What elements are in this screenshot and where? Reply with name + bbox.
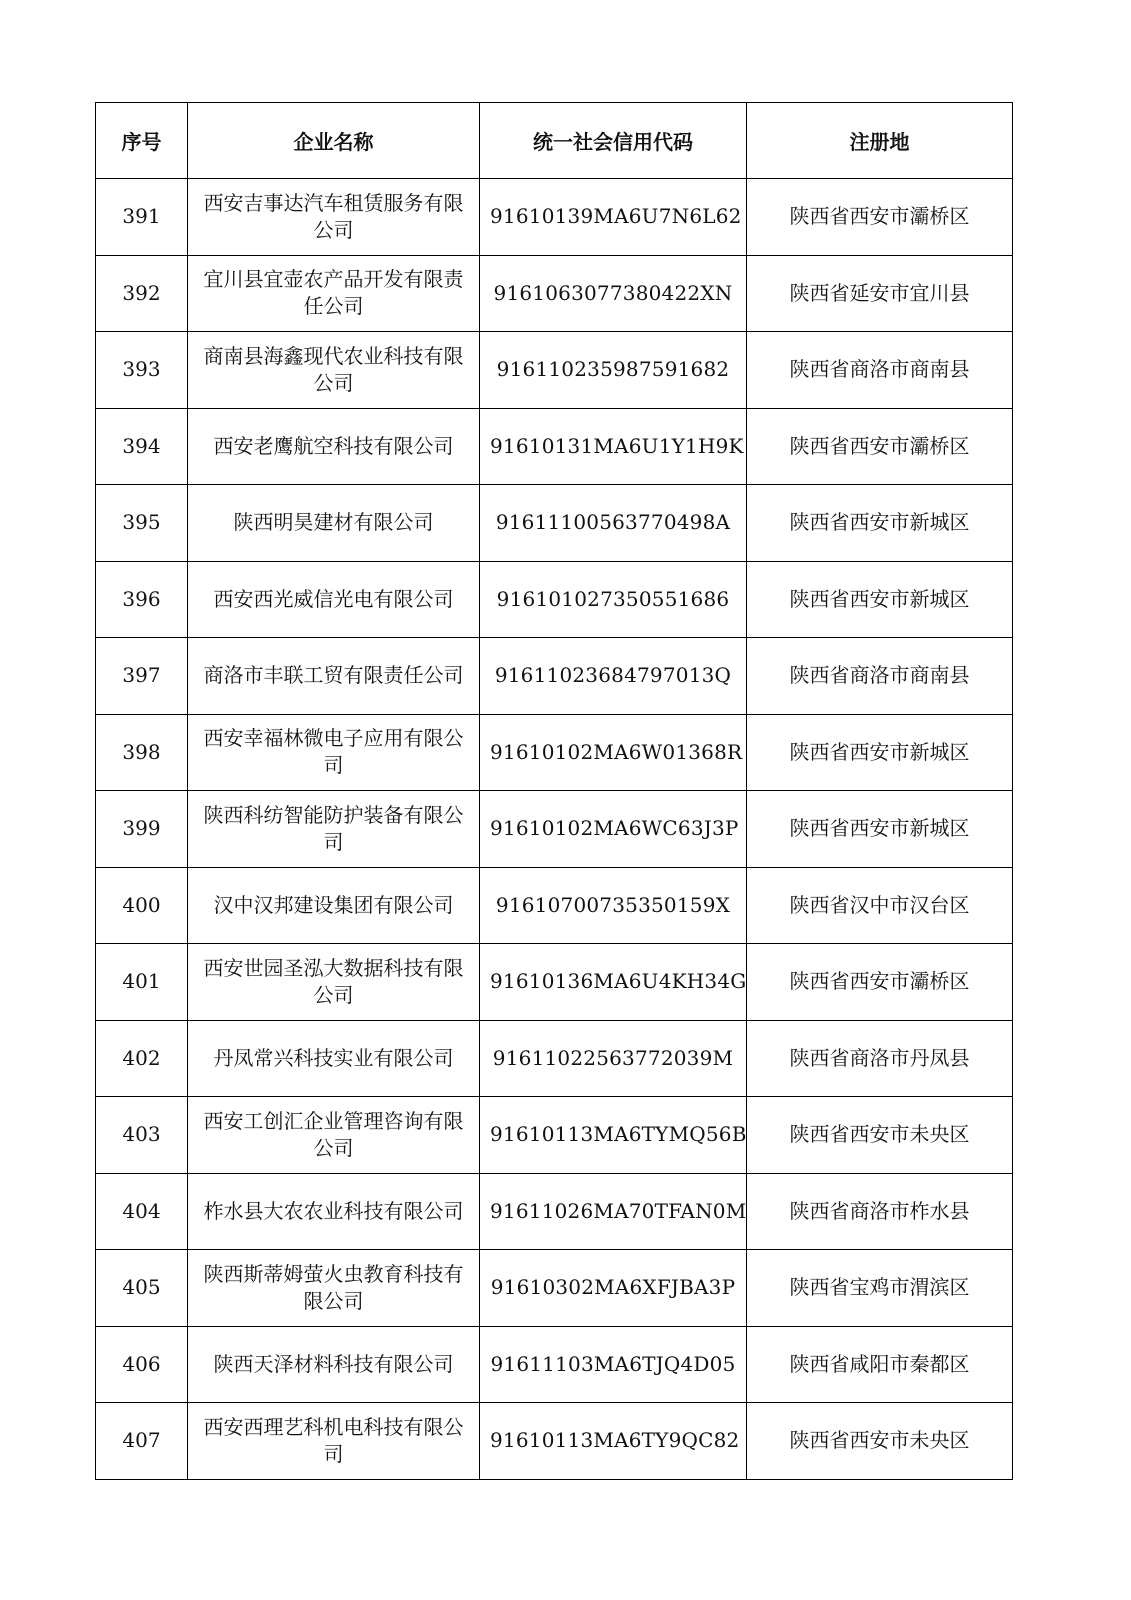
- cell-company-name: 西安老鹰航空科技有限公司: [188, 408, 480, 485]
- cell-registered-place: 陕西省西安市未央区: [747, 1097, 1013, 1174]
- header-registered-place: 注册地: [747, 103, 1013, 179]
- cell-registered-place: 陕西省西安市新城区: [747, 485, 1013, 562]
- cell-credit-code: 916101027350551686: [480, 561, 747, 638]
- cell-credit-code: 91610139MA6U7N6L62: [480, 179, 747, 256]
- cell-seq: 391: [96, 179, 188, 256]
- table-body: [96, 179, 1013, 1480]
- cell-registered-place: 陕西省西安市新城区: [747, 561, 1013, 638]
- cell-company-name: 西安工创汇企业管理咨询有限公司: [188, 1097, 480, 1174]
- table-row: [96, 561, 1013, 638]
- cell-seq: 394: [96, 408, 188, 485]
- cell-credit-code: 91611103MA6TJQ4D05: [480, 1326, 747, 1403]
- cell-company-name: 陕西斯蒂姆萤火虫教育科技有限公司: [188, 1250, 480, 1327]
- cell-registered-place: 陕西省汉中市汉台区: [747, 867, 1013, 944]
- header-company-name: 企业名称: [188, 103, 480, 179]
- table-row: [96, 1020, 1013, 1097]
- cell-credit-code: 91610102MA6W01368R: [480, 714, 747, 791]
- cell-company-name: 陕西科纺智能防护装备有限公司: [188, 791, 480, 868]
- cell-company-name: 西安世园圣泓大数据科技有限公司: [188, 944, 480, 1021]
- cell-credit-code: 91610102MA6WC63J3P: [480, 791, 747, 868]
- cell-seq: 400: [96, 867, 188, 944]
- table-header-row: [96, 103, 1013, 179]
- header-credit-code: 统一社会信用代码: [480, 103, 747, 179]
- cell-seq: 406: [96, 1326, 188, 1403]
- cell-registered-place: 陕西省商洛市商南县: [747, 332, 1013, 409]
- enterprise-table: [95, 102, 1013, 1480]
- table-row: [96, 408, 1013, 485]
- cell-registered-place: 陕西省延安市宜川县: [747, 255, 1013, 332]
- cell-credit-code: 9161063077380422XN: [480, 255, 747, 332]
- cell-seq: 403: [96, 1097, 188, 1174]
- table-row: [96, 179, 1013, 256]
- table-row: [96, 1250, 1013, 1327]
- cell-credit-code: 91611023684797013Q: [480, 638, 747, 715]
- cell-seq: 404: [96, 1173, 188, 1250]
- cell-seq: 402: [96, 1020, 188, 1097]
- cell-credit-code: 916110235987591682: [480, 332, 747, 409]
- cell-company-name: 西安幸福林微电子应用有限公司: [188, 714, 480, 791]
- cell-company-name: 西安西光威信光电有限公司: [188, 561, 480, 638]
- cell-registered-place: 陕西省西安市灞桥区: [747, 944, 1013, 1021]
- table-row: [96, 714, 1013, 791]
- cell-registered-place: 陕西省咸阳市秦都区: [747, 1326, 1013, 1403]
- cell-seq: 392: [96, 255, 188, 332]
- cell-company-name: 陕西天泽材料科技有限公司: [188, 1326, 480, 1403]
- cell-registered-place: 陕西省西安市灞桥区: [747, 408, 1013, 485]
- cell-company-name: 汉中汉邦建设集团有限公司: [188, 867, 480, 944]
- table-row: [96, 1326, 1013, 1403]
- cell-seq: 395: [96, 485, 188, 562]
- cell-registered-place: 陕西省宝鸡市渭滨区: [747, 1250, 1013, 1327]
- table-row: [96, 255, 1013, 332]
- table-row: [96, 1403, 1013, 1480]
- cell-registered-place: 陕西省商洛市丹凤县: [747, 1020, 1013, 1097]
- cell-company-name: 商洛市丰联工贸有限责任公司: [188, 638, 480, 715]
- cell-credit-code: 91610131MA6U1Y1H9K: [480, 408, 747, 485]
- cell-credit-code: 91610136MA6U4KH34G: [480, 944, 747, 1021]
- cell-registered-place: 陕西省商洛市柞水县: [747, 1173, 1013, 1250]
- cell-seq: 397: [96, 638, 188, 715]
- cell-credit-code: 91610302MA6XFJBA3P: [480, 1250, 747, 1327]
- cell-company-name: 柞水县大农农业科技有限公司: [188, 1173, 480, 1250]
- table-row: [96, 1097, 1013, 1174]
- table-row: [96, 944, 1013, 1021]
- cell-credit-code: 91611026MA70TFAN0M: [480, 1173, 747, 1250]
- cell-registered-place: 陕西省西安市新城区: [747, 714, 1013, 791]
- cell-registered-place: 陕西省商洛市商南县: [747, 638, 1013, 715]
- table-row: [96, 867, 1013, 944]
- table-row: [96, 1173, 1013, 1250]
- cell-seq: 401: [96, 944, 188, 1021]
- cell-company-name: 陕西明昊建材有限公司: [188, 485, 480, 562]
- cell-seq: 393: [96, 332, 188, 409]
- cell-seq: 399: [96, 791, 188, 868]
- table-row: [96, 791, 1013, 868]
- cell-seq: 407: [96, 1403, 188, 1480]
- cell-company-name: 商南县海鑫现代农业科技有限公司: [188, 332, 480, 409]
- cell-company-name: 丹凤常兴科技实业有限公司: [188, 1020, 480, 1097]
- table-row: [96, 332, 1013, 409]
- cell-company-name: 西安吉事达汽车租赁服务有限公司: [188, 179, 480, 256]
- cell-seq: 405: [96, 1250, 188, 1327]
- cell-company-name: 宜川县宜壶农产品开发有限责任公司: [188, 255, 480, 332]
- cell-registered-place: 陕西省西安市灞桥区: [747, 179, 1013, 256]
- cell-credit-code: 91610113MA6TYMQ56B: [480, 1097, 747, 1174]
- cell-registered-place: 陕西省西安市新城区: [747, 791, 1013, 868]
- table-row: [96, 485, 1013, 562]
- cell-seq: 398: [96, 714, 188, 791]
- cell-credit-code: 91611100563770498A: [480, 485, 747, 562]
- cell-credit-code: 91611022563772039M: [480, 1020, 747, 1097]
- cell-company-name: 西安西理艺科机电科技有限公司: [188, 1403, 480, 1480]
- cell-seq: 396: [96, 561, 188, 638]
- cell-credit-code: 91610700735350159X: [480, 867, 747, 944]
- cell-credit-code: 91610113MA6TY9QC82: [480, 1403, 747, 1480]
- cell-registered-place: 陕西省西安市未央区: [747, 1403, 1013, 1480]
- table-row: [96, 638, 1013, 715]
- header-seq: 序号: [96, 103, 188, 179]
